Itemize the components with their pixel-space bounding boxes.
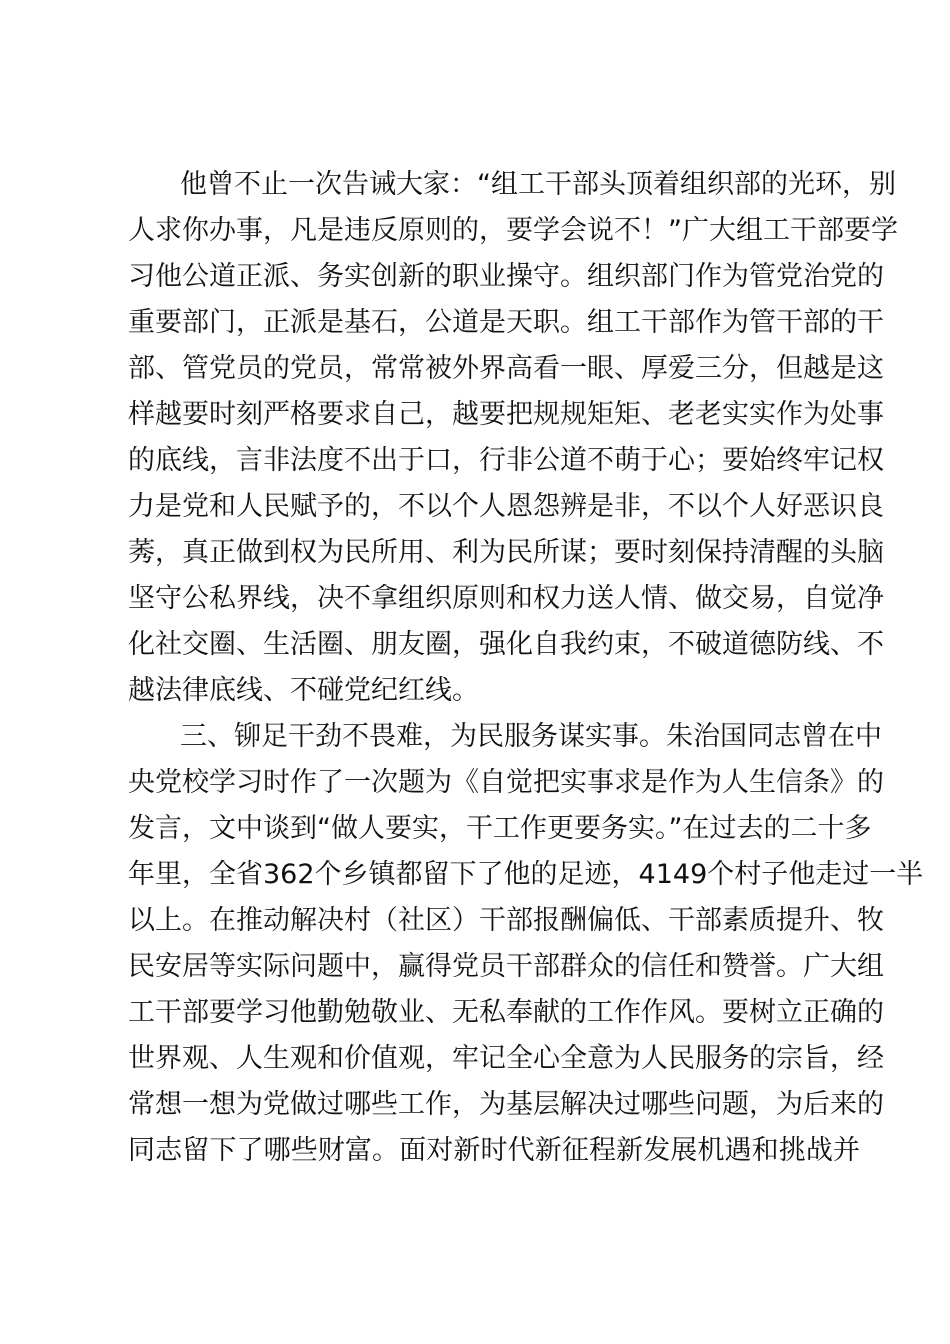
text-line: 的底线，言非法度不出于口，行非公道不萌于心；要始终牢记权: [128, 445, 884, 476]
text-line: 三、铆足干劲不畏难，为民服务谋实事。朱治国同志曾在中: [180, 721, 882, 752]
text-line: 样越要时刻严格要求自己，越要把规规矩矩、老老实实作为处事: [128, 399, 884, 430]
text-line: 年里，全省362个乡镇都留下了他的足迹，4149个村子他走过一半: [128, 859, 924, 890]
text-line: 坚守公私界线，决不拿组织原则和权力送人情、做交易，自觉净: [128, 583, 884, 614]
text-line: 越法律底线、不碰党纪红线。: [128, 675, 479, 706]
text-line: 发言，文中谈到“做人要实，干工作更要务实。”在过去的二十多: [128, 813, 872, 844]
text-line: 工干部要学习他勤勉敬业、无私奉献的工作作风。要树立正确的: [128, 997, 884, 1028]
text-line: 民安居等实际问题中，赢得党员干部群众的信任和赞誉。广大组: [128, 951, 884, 982]
text-line: 重要部门，正派是基石，公道是天职。组工干部作为管干部的干: [128, 307, 884, 338]
paragraph-2: [128, 714, 924, 1174]
text-line: 人求你办事，凡是违反原则的，要学会说不！”广大组工干部要学: [128, 215, 898, 246]
text-line: 习他公道正派、务实创新的职业操守。组织部门作为管党治党的: [128, 261, 884, 292]
text-line: 同志留下了哪些财富。面对新时代新征程新发展机遇和挑战并: [128, 1135, 860, 1166]
text-line: 常想一想为党做过哪些工作，为基层解决过哪些问题，为后来的: [128, 1089, 884, 1120]
text-line: 部、管党员的党员，常常被外界高看一眼、厚爱三分，但越是这: [128, 353, 884, 384]
text-line: 央党校学习时作了一次题为《自觉把实事求是作为人生信条》的: [128, 767, 884, 798]
body-text: [128, 162, 924, 1174]
text-line: 莠，真正做到权为民所用、利为民所谋；要时刻保持清醒的头脑: [128, 537, 884, 568]
text-line: 世界观、人生观和价值观，牢记全心全意为人民服务的宗旨，经: [128, 1043, 884, 1074]
text-line: 力是党和人民赋予的，不以个人恩怨辨是非，不以个人好恶识良: [128, 491, 884, 522]
text-line: 以上。在推动解决村（社区）干部报酬偏低、干部素质提升、牧: [128, 905, 884, 936]
text-line: 化社交圈、生活圈、朋友圈，强化自我约束，不破道德防线、不: [128, 629, 884, 660]
text-line: 他曾不止一次告诫大家：“组工干部头顶着组织部的光环，别: [180, 169, 896, 200]
paragraph-1: [128, 162, 898, 714]
